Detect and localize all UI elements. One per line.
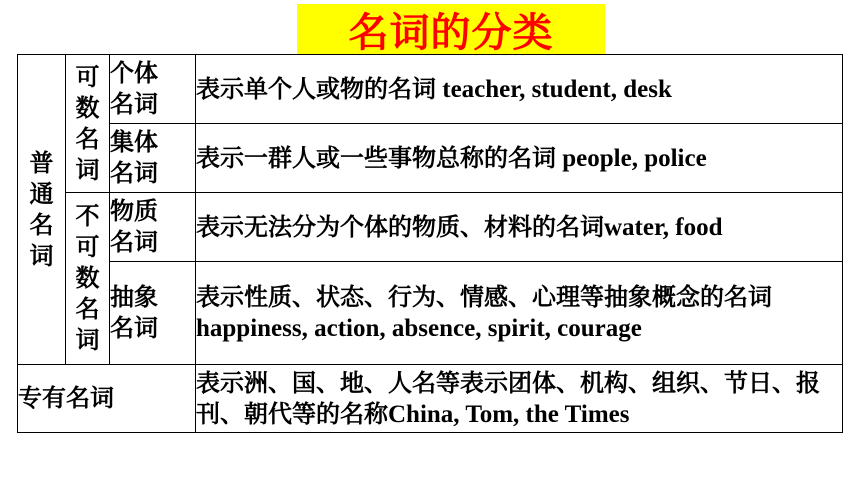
proper-noun-cell: [18, 365, 196, 433]
category-label: 个体名词: [110, 59, 158, 118]
category-label: 集体名词: [110, 128, 158, 187]
examples-text: China, Tom, the Times: [388, 400, 630, 428]
examples-text: happiness, action, absence, spirit, courage: [196, 315, 642, 342]
common-noun-cell: [18, 55, 66, 365]
examples-text: people, police: [556, 144, 707, 172]
description-cell: [196, 365, 843, 433]
description-text: 表示单个人或物的名词: [196, 74, 436, 103]
category-label-cell: [110, 193, 196, 262]
uncountable-noun-label: 不可数名词: [75, 202, 100, 354]
description-cell: [196, 262, 843, 365]
noun-classification-table: [17, 54, 843, 433]
table-row: [18, 193, 843, 262]
category-label-cell: [110, 124, 196, 193]
category-label: 物质名词: [110, 197, 158, 256]
table-row: [18, 262, 843, 365]
description-text: 表示一群人或一些事物总称的名词: [196, 143, 556, 172]
description-text: 表示洲、国、地、人名等表示团体、机构、组织、节日、报刊、朝代等的名称: [196, 368, 820, 428]
table-row: [18, 124, 843, 193]
category-label-cell: [110, 55, 196, 124]
description-cell: [196, 124, 843, 193]
table-row: [18, 55, 843, 124]
description-cell: [196, 55, 843, 124]
countable-noun-label: 可数名词: [75, 62, 100, 184]
common-noun-label: 普通名词: [29, 148, 54, 270]
table-row: [18, 365, 843, 433]
examples-text: water, food: [604, 213, 723, 241]
proper-noun-label: 专有名词: [18, 384, 114, 412]
category-label-cell: [110, 262, 196, 365]
uncountable-noun-cell: [66, 193, 110, 365]
examples-text: teacher, student, desk: [436, 75, 672, 103]
countable-noun-cell: [66, 55, 110, 193]
page-title: 名词的分类: [297, 4, 605, 54]
description-text: 表示无法分为个体的物质、材料的名词: [196, 212, 604, 241]
description-text: 表示性质、状态、行为、情感、心理等抽象概念的名词: [196, 283, 772, 311]
category-label: 抽象名词: [110, 283, 158, 342]
description-cell: [196, 193, 843, 262]
